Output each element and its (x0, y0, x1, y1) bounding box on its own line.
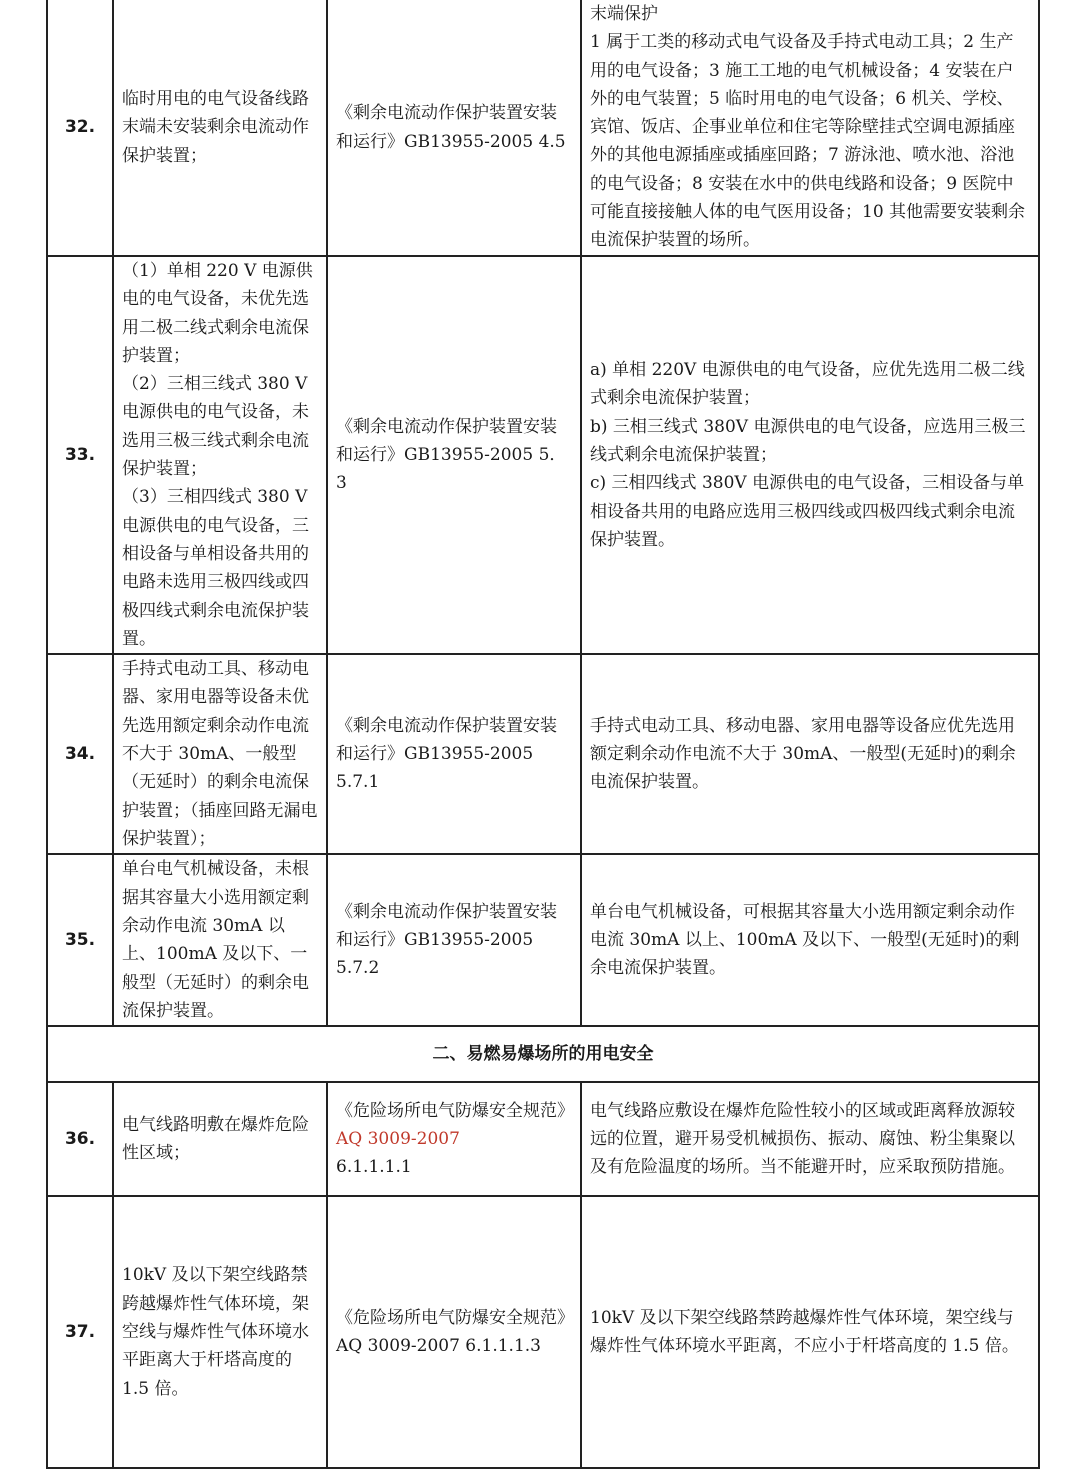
regulation-basis: 《剩余电流动作保护装置安装和运行》GB13955-2005 5．3 (327, 256, 581, 654)
section-title: 二、易燃易爆场所的用电安全 (47, 1026, 1039, 1082)
table-row (47, 1196, 1039, 1468)
table-row (47, 1082, 1039, 1196)
hazard-description: 10kV 及以下架空线路禁跨越爆炸性气体环境，架空线与爆炸性气体环境水平距离大于杆塔高度的 1.5 倍。 (113, 1196, 327, 1468)
requirement-item: c) 三相四线式 380V 电源供电的电气设备，三相设备与单相设备共用的电路应选用三极四线或四极四线式剩余电流保护装置。 (590, 473, 1025, 550)
requirement-text: 手持式电动工具、移动电器、家用电器等设备应优先选用额定剩余动作电流不大于 30mA、一般型(无延时)的剩余电流保护装置。 (581, 654, 1039, 854)
regulation-code: AQ 3009-2007 (336, 1129, 460, 1150)
table-row (47, 256, 1039, 654)
hazard-text: 单台电气机械设备，未根据其容量大小选用额定剩余动作电流 30mA 以上、100mA 及以下、一般型（无延时）的剩余电流保护装置。 (122, 859, 309, 1021)
section-header-row (47, 1026, 1039, 1082)
hazard-text: （1）单相 220 V 电源供电的电气设备，未优先选用二极二线式剩余电流保护装置； (122, 261, 313, 366)
regulation-basis: 《剩余电流动作保护装置安装和运行》GB13955-2005 4.5 (327, 0, 581, 256)
row-number: 36. (47, 1082, 113, 1196)
requirement-item: a) 单相 220V 电源供电的电气设备，应优先选用二极二线式剩余电流保护装置； (590, 360, 1025, 409)
requirement-text (581, 0, 1039, 256)
table-row (47, 854, 1039, 1026)
hazard-description (113, 0, 327, 256)
hazard-text: （3）三相四线式 380 V 电源供电的电气设备，三相设备与单相设备共用的电路未选用三极四线或四极四线式剩余电流保护装置。 (122, 487, 309, 649)
requirement-text (581, 256, 1039, 654)
regulation-basis: 《危险场所电气防爆安全规范》AQ 3009-2007 6.1.1.1.3 (327, 1196, 581, 1468)
requirement-text: 电气线路应敷设在爆炸危险性较小的区域或距离释放源较远的位置，避开易受机械损伤、振动、腐蚀、粉尘集聚以及有危险温度的场所。当不能避开时，应采取预防措施。 (581, 1082, 1039, 1196)
regulation-basis (327, 1082, 581, 1196)
row-number: 37. (47, 1196, 113, 1468)
hazard-text: 临时用电的电气设备线路末端未安装剩余电流动作保护装置； (122, 89, 309, 166)
regulation-table (46, 0, 1040, 1469)
regulation-basis: 《剩余电流动作保护装置安装和运行》GB13955-2005 5.7.1 (327, 654, 581, 854)
regulation-basis: 《剩余电流动作保护装置安装和运行》GB13955-2005 5.7.2 (327, 854, 581, 1026)
requirement-text: 10kV 及以下架空线路禁跨越爆炸性气体环境，架空线与爆炸性气体环境水平距离，不应小于杆塔高度的 1.5 倍。 (581, 1196, 1039, 1468)
requirement-text: 单台电气机械设备，可根据其容量大小选用额定剩余动作电流 30mA 以上、100mA 及以下、一般型(无延时)的剩余电流保护装置。 (581, 854, 1039, 1026)
hazard-description (113, 854, 327, 1026)
hazard-text: （2）三相三线式 380 V 电源供电的电气设备，未选用三极三线式剩余电流保护装置； (122, 374, 309, 480)
row-number: 34. (47, 654, 113, 854)
row-number: 33. (47, 256, 113, 654)
requirement-heading: 末端保护 (590, 4, 658, 24)
table-row (47, 654, 1039, 854)
row-number: 35. (47, 854, 113, 1026)
row-number: 32. (47, 0, 113, 256)
hazard-description (113, 654, 327, 854)
hazard-description: 电气线路明敷在爆炸危险性区域； (113, 1082, 327, 1196)
hazard-description (113, 256, 327, 654)
regulation-title: 《危险场所电气防爆安全规范》 (336, 1100, 574, 1121)
table-row (47, 0, 1039, 256)
requirement-item: b) 三相三线式 380V 电源供电的电气设备，应选用三极三线式剩余电流保护装置； (590, 416, 1026, 465)
requirement-body: 1 属于工类的移动式电气设备及手持式电动工具；2 生产用的电气设备；3 施工工地的电气机械设备；4 安装在户外的电气装置；5 临时用电的电气设备；6 机关、学校、宾馆、饭店、企事业单位和住宅等除壁挂式空调电源插座外的其他电源插座或插座回路；7 游泳池、喷水池、浴池的电气设备；8 安装在水中的供电线路和设备；9 医院中可能直接接触人体的电气医用设备；10 其他需要安装剩余电流保护装置的场所。 (590, 32, 1026, 251)
regulation-clause: 6.1.1.1.1 (336, 1157, 412, 1178)
hazard-text: 手持式电动工具、移动电器、家用电器等设备未优先选用额定剩余动作电流不大于 30mA、一般型（无延时）的剩余电流保护装置；（插座回路无漏电保护装置）； (122, 659, 318, 849)
